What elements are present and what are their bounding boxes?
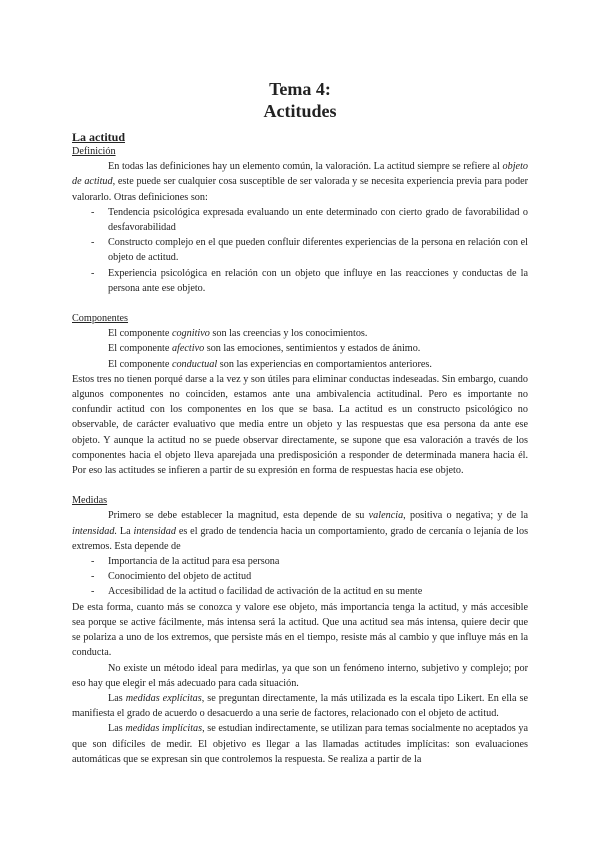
component-conductual: El componente conductual son las experiencias en comportamientos anteriores. xyxy=(108,358,432,370)
title-line-2: Actitudes xyxy=(263,101,337,121)
section-heading-actitud: La actitud xyxy=(72,130,126,144)
definition-paragraph: En todas las definiciones hay un elemento común, la valoración. La actitud siempre se refiere al objeto de actitud, este puede ser cualquier cosa susceptible de ser valorada y se necesita experiencia previa para poder valorarlo. Otras definiciones son: xyxy=(72,161,528,203)
medidas-paragraph-3: No existe un método ideal para medirlas, ya que son un fenómeno interno, subjetivo y complejo; por eso hay que elegir el más adecuado para cada situación. xyxy=(72,662,528,689)
page-title xyxy=(72,78,528,122)
subheading-componentes: Componentes xyxy=(72,313,129,325)
subheading-definicion: Definición xyxy=(72,146,116,157)
list-item: - Accesibilidad de la actitud o facilidad de activación de la actitud en su mente xyxy=(91,586,423,598)
list-item: - Experiencia psicológica en relación con un objeto que influye en las reacciones y conductas de la persona ante ese objeto. xyxy=(91,267,528,294)
medidas-paragraph-1: Primero se debe establecer la magnitud, esta depende de su valencia, positiva o negativa; y de la intensidad. La intensidad es el grado de tendencia hacia un comportamiento, grado de cercanía o lejanía de los extremos. Esta depende de xyxy=(72,510,529,552)
medidas-explicitas-paragraph: Las medidas explícitas, se preguntan directamente, la más utilizada es la escala tipo Likert. En ella se manifiesta el grado de acuerdo o desacuerdo a una serie de factores, relacionado con el objeto de actitud. xyxy=(72,692,528,720)
medidas-paragraph-2: De esta forma, cuanto más se conozca y valore ese objeto, más importancia tenga la actitud, y más accesible sea porque se active fácilmente, más intensa será la actitud. Que una actitud sea más intensa, quiere decir que se polariza a uno de los extremos, que persiste más en el tiempo, resiste más al cambio y que influye más en la conducta. xyxy=(72,601,528,659)
intensidad-list xyxy=(72,554,528,600)
list-item: - Importancia de la actitud para esa persona xyxy=(91,556,280,568)
document-page xyxy=(72,78,528,767)
subheading-medidas: Medidas xyxy=(72,495,108,507)
componentes-paragraph: Estos tres no tienen porqué darse a la vez y son útiles para eliminar conductas indeseadas. Sin embargo, cuando algunos componentes no coinciden, estamos ante una ambivalencia actitudinal. Pero es importante no confundir actitud con los componentes en los que se basa. La actitud es un constructo psicológico no observable, de carácter evaluativo que media entre un objeto y las respuestas que esa persona da ante ese objeto. Y aunque la actitud no se puede observar directamente, se supone que esa valoración a través de los componentes hacia el objeto lleva aparejada una predisposición a responder de determinada manera hacia él. Por eso las actitudes se infieren a partir de su expresión en forma de respuestas hacia ese objeto. xyxy=(72,373,528,477)
component-afectivo: El componente afectivo son las emociones, sentimientos y estados de ánimo. xyxy=(108,343,421,355)
title-line-1: Tema 4: xyxy=(269,79,331,99)
list-item: - Constructo complejo en el que pueden confluir diferentes experiencias de la persona en relación con el objeto de actitud. xyxy=(91,237,528,264)
definition-list xyxy=(72,205,528,296)
list-item: - Tendencia psicológica expresada evaluando un ente determinado con cierto grado de favorabilidad o desfavorabilidad xyxy=(91,206,528,234)
list-item: - Conocimiento del objeto de actitud xyxy=(91,571,252,583)
component-cognitivo: El componente cognitivo son las creencias y los conocimientos. xyxy=(108,328,368,340)
medidas-implicitas-paragraph: Las medidas implícitas, se estudian indirectamente, se utilizan para temas socialmente no aceptados ya que son difíciles de medir. El objetivo es llegar a las llamadas actitudes implícitas: son evaluaciones automáticas que se expresan sin que controlemos la respuesta. Se realiza a partir de la xyxy=(72,723,528,765)
